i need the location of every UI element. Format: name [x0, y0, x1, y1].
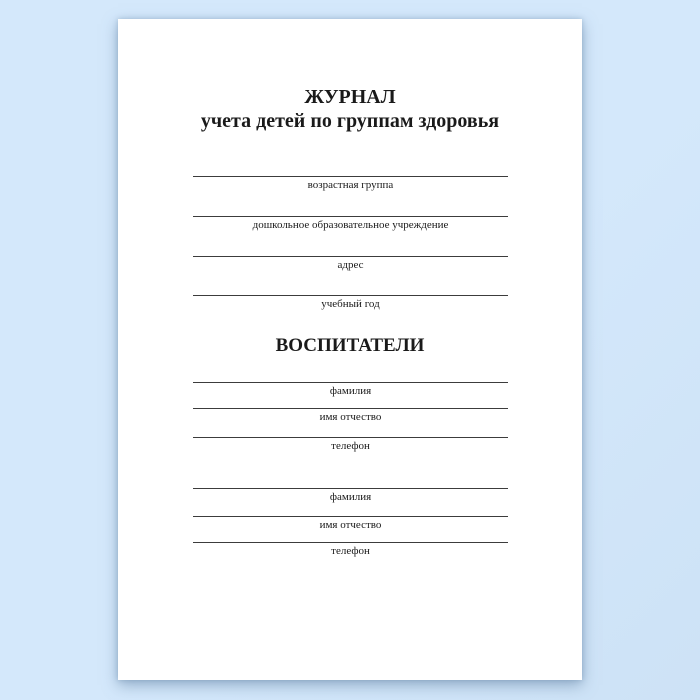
field-preschool-institution: [193, 216, 508, 232]
educator2-field-surname: [193, 488, 508, 504]
document-title-block: [118, 85, 582, 133]
document-subtitle: учета детей по группам здоровья: [200, 110, 500, 132]
field-caption: возрастная группа: [307, 179, 394, 191]
field-caption: учебный год: [321, 298, 380, 310]
field-school-year: [193, 295, 508, 311]
field-caption: телефон: [331, 545, 370, 557]
field-caption: имя отчество: [319, 411, 382, 423]
section-title-educators: ВОСПИТАТЕЛИ: [275, 335, 425, 356]
educator2-field-phone: [193, 542, 508, 558]
document-title: ЖУРНАЛ: [304, 86, 396, 108]
educator2-field-name-patronymic: [193, 516, 508, 532]
document-page: [118, 19, 582, 680]
field-caption: адрес: [337, 259, 364, 271]
educator1-field-phone: [193, 437, 508, 453]
field-caption: фамилия: [329, 491, 372, 503]
field-caption: телефон: [331, 440, 370, 452]
field-caption: фамилия: [329, 385, 372, 397]
educator1-field-name-patronymic: [193, 408, 508, 424]
educator1-field-surname: [193, 382, 508, 398]
field-caption: имя отчество: [319, 519, 382, 531]
field-age-group: [193, 176, 508, 192]
field-caption: дошкольное образовательное учреждение: [252, 219, 449, 231]
field-address: [193, 256, 508, 272]
